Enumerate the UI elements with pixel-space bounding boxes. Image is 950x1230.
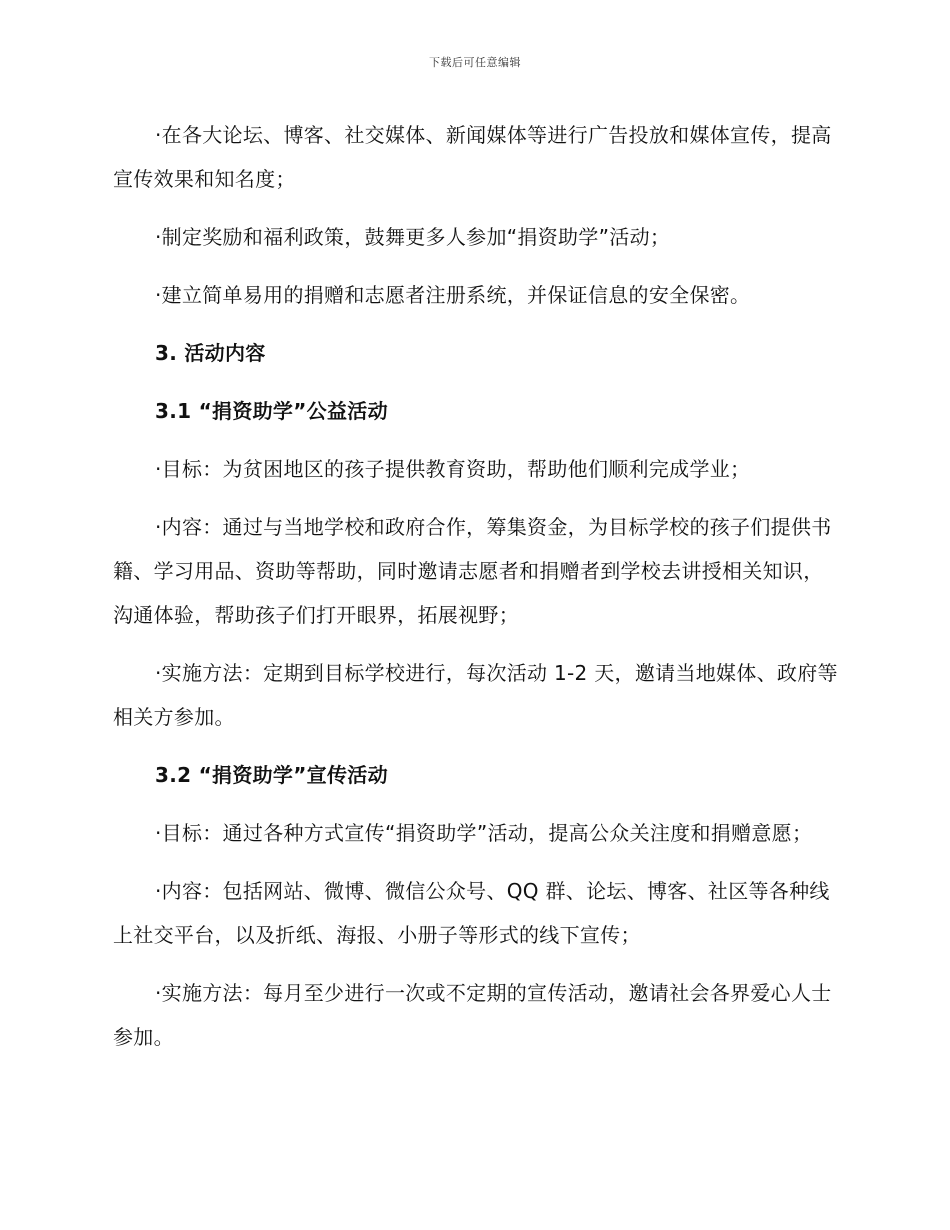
bullet-charity-method: ·实施方法：定期到目标学校进行，每次活动 1-2 天，邀请当地媒体、政府等相关方参加。 xyxy=(113,661,838,729)
bullet-ad-placement: ·在各大论坛、博客、社交媒体、新闻媒体等进行广告投放和媒体宣传，提高宣传效果和知名度； xyxy=(113,123,832,191)
bullet-promotion-goal: ·目标：通过各种方式宣传“捐资助学”活动，提高公众关注度和捐赠意愿； xyxy=(155,821,813,845)
bullet-promotion-content: ·内容：包括网站、微博、微信公众号、QQ 群、论坛、博客、社区等各种线上社交平台，以及折纸、海报、小册子等形式的线下宣传； xyxy=(113,879,830,947)
bullet-charity-content: ·内容：通过与当地学校和政府合作，筹集资金，为目标学校的孩子们提供书籍、学习用品、资助等帮助，同时邀请志愿者和捐赠者到学校去讲授相关知识，沟通体验，帮助孩子们打开眼界，拓展视野； xyxy=(113,515,832,627)
bullet-promotion-method: ·实施方法：每月至少进行一次或不定期的宣传活动，邀请社会各界爱心人士参加。 xyxy=(113,981,832,1049)
page-header: 下载后可任意编辑 xyxy=(429,56,521,69)
bullet-registration-system: ·建立简单易用的捐赠和志愿者注册系统，并保证信息的安全保密。 xyxy=(155,283,751,307)
bullet-charity-goal: ·目标：为贫困地区的孩子提供教育资助，帮助他们顺利完成学业； xyxy=(155,457,751,481)
document-body xyxy=(113,113,843,1073)
bullet-reward-policy: ·制定奖励和福利政策，鼓舞更多人参加“捐资助学”活动； xyxy=(155,225,671,249)
section-heading-activity-content: 3. 活动内容 xyxy=(155,341,266,365)
subsection-heading-promotion-activity: 3.2 “捐资助学”宣传活动 xyxy=(155,763,388,787)
subsection-heading-charity-activity: 3.1 “捐资助学”公益活动 xyxy=(155,399,388,423)
